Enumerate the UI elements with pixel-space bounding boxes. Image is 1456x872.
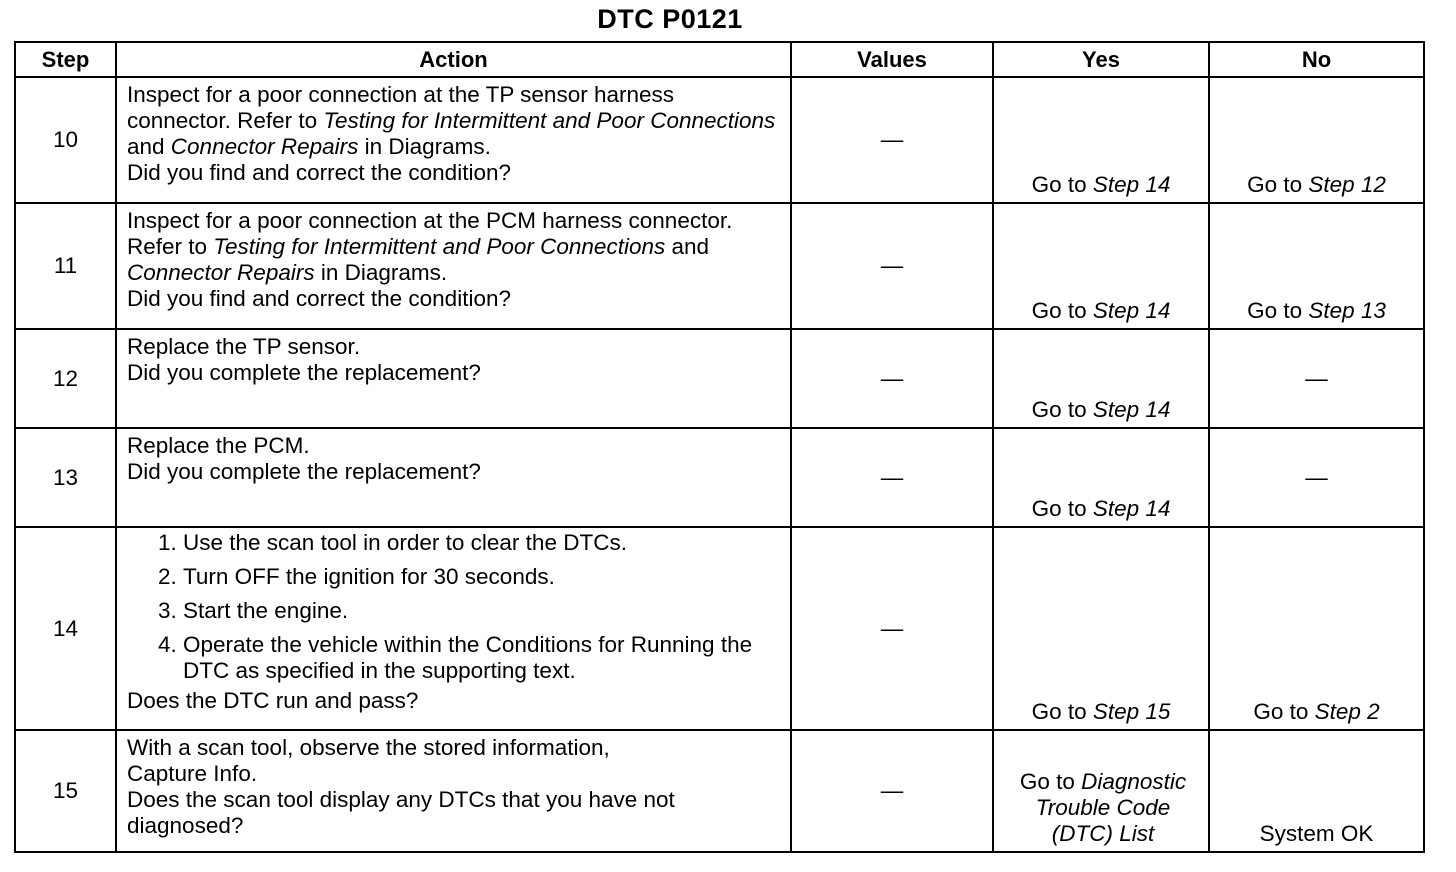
step-number: 15 [15,730,116,852]
action-cell [116,203,791,329]
action-text: Replace the TP sensor. [127,334,361,359]
action-question: Does the scan tool display any DTCs that you have not diagnosed? [127,787,675,838]
no-cell: System OK [1209,730,1424,852]
values-cell: — [791,77,993,203]
table-row [15,527,1424,730]
no-target-link[interactable]: Step 2 [1314,699,1380,724]
step-number: 10 [15,77,116,203]
values-cell: — [791,730,993,852]
column-header-no: No [1209,42,1424,77]
yes-cell: Go to Step 14 [993,203,1209,329]
step-number: 12 [15,329,116,428]
document-title: DTC P0121 [597,4,743,34]
action-cell [116,77,791,203]
table-row [15,730,1424,852]
action-question: Did you find and correct the condition? [127,286,511,311]
step-number: 11 [15,203,116,329]
table-row [15,203,1424,329]
column-header-values: Values [791,42,993,77]
action-question: Did you complete the replacement? [127,459,481,484]
no-cell: Go to Step 2 [1209,527,1424,730]
column-header-step: Step [15,42,116,77]
yes-cell: Go to Diagnostic Trouble Code (DTC) List [993,730,1209,852]
yes-target-link[interactable]: Step 14 [1092,397,1171,422]
list-item: 4. Operate the vehicle within the Conditions for Running the DTC as specified in the supporting text. [183,628,784,688]
no-cell: Go to Step 12 [1209,77,1424,203]
values-cell: — [791,428,993,527]
no-cell: — [1209,329,1424,428]
list-item: 3. Start the engine. [183,594,784,628]
yes-cell: Go to Step 15 [993,527,1209,730]
list-item: 2. Turn OFF the ignition for 30 seconds. [183,560,784,594]
yes-target-link[interactable]: Step 15 [1092,699,1171,724]
column-header-action: Action [116,42,791,77]
step-number: 13 [15,428,116,527]
action-text: Replace the PCM. [127,433,310,458]
step-number: 14 [15,527,116,730]
action-step-list [127,528,784,688]
action-question: Does the DTC run and pass? [127,688,419,713]
column-header-yes: Yes [993,42,1209,77]
table-row [15,428,1424,527]
values-cell: — [791,527,993,730]
yes-cell: Go to Step 14 [993,428,1209,527]
yes-target-link[interactable]: Step 14 [1092,298,1171,323]
action-text: With a scan tool, observe the stored information, Capture Info. [127,735,610,786]
yes-target-link[interactable]: Step 14 [1092,172,1171,197]
action-question: Did you find and correct the condition? [127,160,511,185]
yes-cell: Go to Step 14 [993,77,1209,203]
action-text: Inspect for a poor connection at the PCM harness connector. Refer to Testing for Intermittent and Poor Connections and Connector Repairs in Diagrams. [127,208,733,285]
list-item: 1. Use the scan tool in order to clear the DTCs. [183,528,784,560]
dtc-table [14,41,1425,853]
yes-target-link[interactable]: Diagnostic Trouble Code (DTC) List [1035,769,1187,846]
no-target-link[interactable]: Step 12 [1308,172,1386,197]
table-row [15,329,1424,428]
values-cell: — [791,329,993,428]
no-target-link[interactable]: Step 13 [1308,298,1386,323]
yes-target-link[interactable]: Step 14 [1092,496,1171,521]
action-question: Did you complete the replacement? [127,360,481,385]
table-header-row [15,42,1424,77]
table-row [15,77,1424,203]
action-cell [116,730,791,852]
action-text: Inspect for a poor connection at the TP sensor harness connector. Refer to Testing for Intermittent and Poor Connections and Connector Repairs in Diagrams. [127,82,776,159]
action-cell [116,527,791,730]
no-cell: Go to Step 13 [1209,203,1424,329]
yes-cell: Go to Step 14 [993,329,1209,428]
values-cell: — [791,203,993,329]
no-cell: — [1209,428,1424,527]
action-cell [116,329,791,428]
action-cell [116,428,791,527]
